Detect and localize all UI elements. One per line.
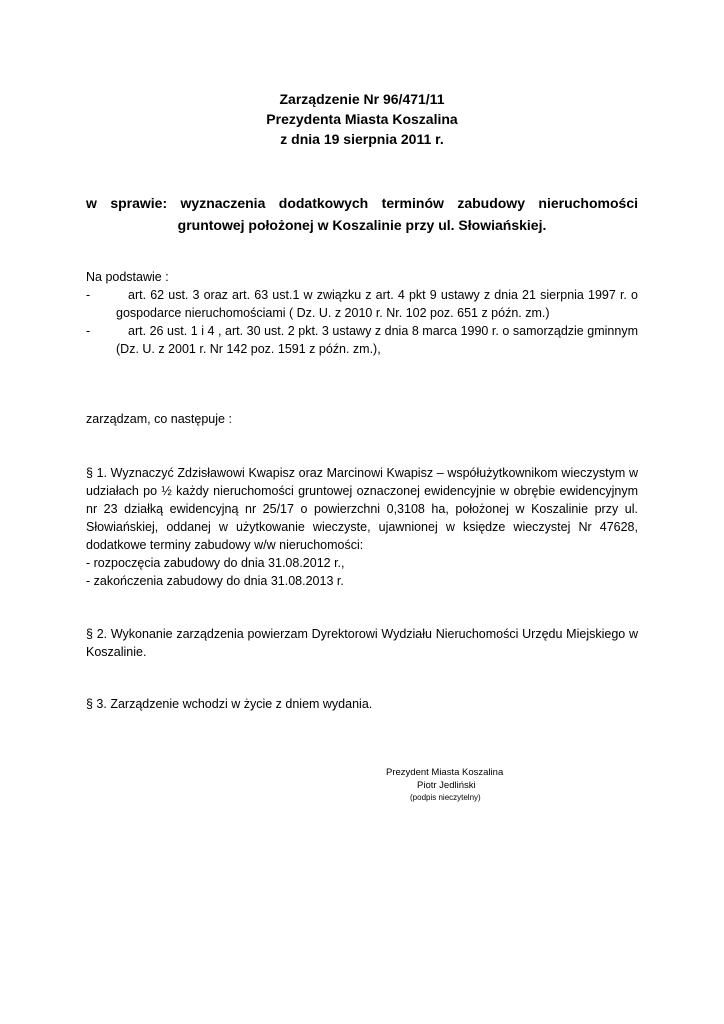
signature-note: (podpis nieczytelny) <box>410 793 481 802</box>
paragraph-1-item-end: - zakończenia zabudowy do dnia 31.08.2013 r. <box>86 574 344 588</box>
signatory-name: Piotr Jedliński <box>417 780 476 791</box>
signature-block <box>386 766 586 804</box>
list-dash: - <box>86 288 91 302</box>
decree-statement: zarządzam, co następuje : <box>86 412 232 426</box>
list-dash: - <box>86 324 91 338</box>
signatory-role: Prezydent Miasta Koszalina <box>386 767 504 778</box>
legal-basis-item-text: art. 62 ust. 3 oraz art. 63 ust.1 w związku z art. 4 pkt 9 ustawy z dnia 21 sierpnia 1997 r. o gospodarce nieruchomościami ( Dz. U. z 2010 r. Nr. 102 poz. 651 z późn. zm.) <box>116 288 638 320</box>
paragraph-1-text: § 1. Wyznaczyć Zdzisławowi Kwapisz oraz Marcinowi Kwapisz – współużytkownikom wieczystym w udziałach po ½ każdy nieruchomości gruntowej oznaczonej ewidencyjnie w obrębie ewidencyjnym nr 23 działką ewidencyjną nr 25/17 o powierzchni 0,3108 ha, położonej w Koszalinie przy ul. Słowiańskiej, oddanej w użytkowanie wieczyste, ujawnionej w księdze wieczystej Nr 47628, dodatkowe terminy zabudowy w/w nieruchomości: <box>86 466 638 552</box>
legal-basis-item <box>86 286 638 322</box>
legal-basis-item <box>86 322 638 358</box>
paragraph-2: § 2. Wykonanie zarządzenia powierzam Dyrektorowi Wydziału Nieruchomości Urzędu Miejskiego w Koszalinie. <box>86 627 638 659</box>
paragraph-1-item-start: - rozpoczęcia zabudowy do dnia 31.08.2012 r., <box>86 556 345 570</box>
document-header <box>86 89 638 149</box>
paragraph-1 <box>86 464 638 590</box>
legal-basis-intro: Na podstawie : <box>86 270 169 284</box>
issuer: Prezydenta Miasta Koszalina <box>266 111 458 127</box>
legal-basis-item-text: art. 26 ust. 1 i 4 , art. 30 ust. 2 pkt. 3 ustawy z dnia 8 marca 1990 r. o samorządzie gminnym (Dz. U. z 2001 r. Nr 142 poz. 1591 z późn. zm.), <box>116 324 638 356</box>
document-subject: w sprawie: wyznaczenia dodatkowych terminów zabudowy nieruchomości gruntowej położonej w Koszalinie przy ul. Słowiańskiej. <box>86 195 638 233</box>
paragraph-3: § 3. Zarządzenie wchodzi w życie z dniem wydania. <box>86 697 373 711</box>
legal-basis <box>86 268 638 358</box>
decree-date: z dnia 19 sierpnia 2011 r. <box>280 131 444 147</box>
decree-number: Zarządzenie Nr 96/471/11 <box>279 91 445 107</box>
